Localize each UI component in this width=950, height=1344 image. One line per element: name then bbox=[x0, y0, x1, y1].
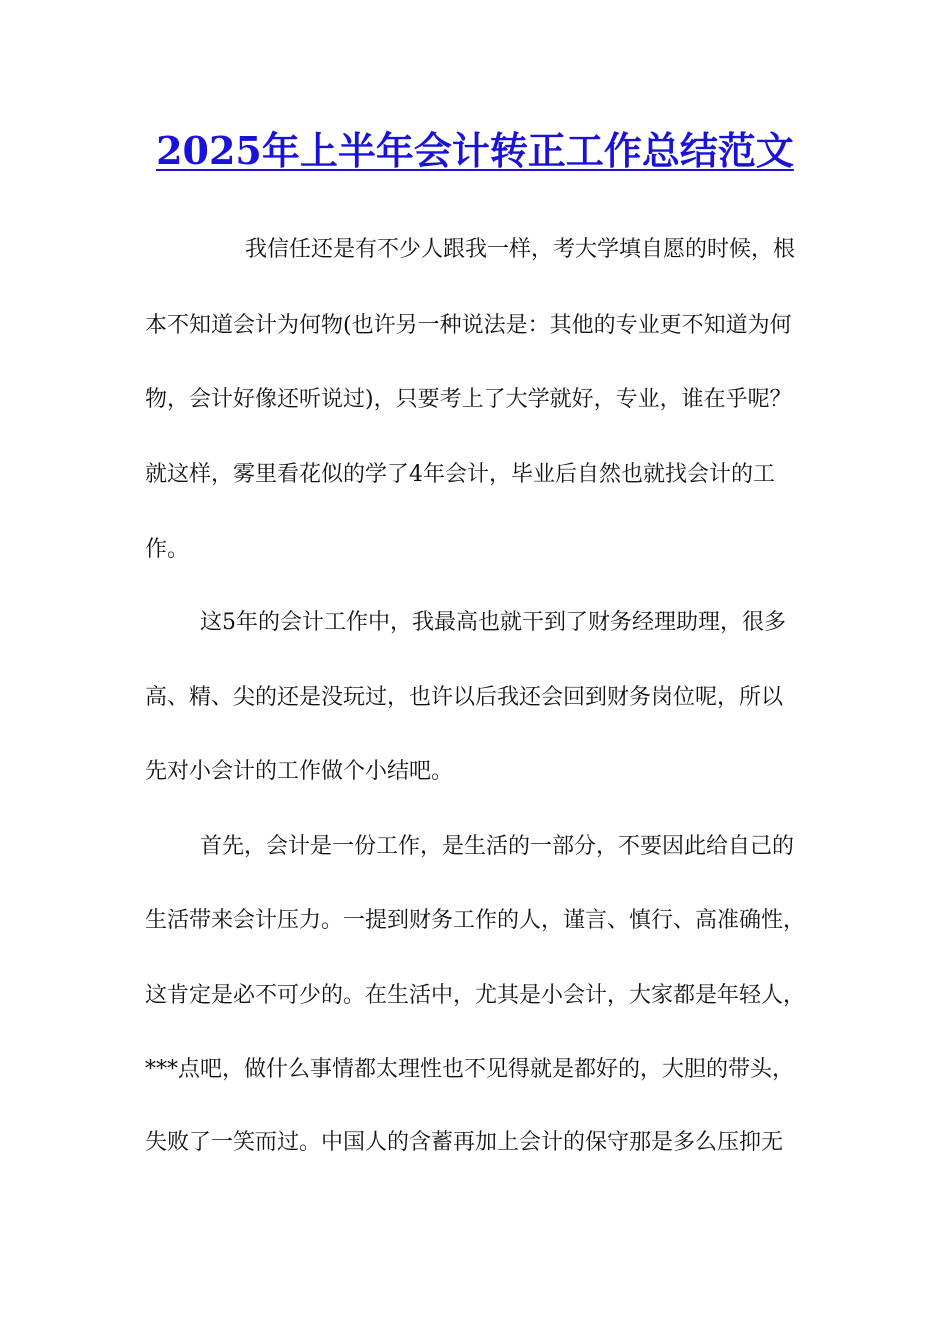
paragraph-line: 失败了一笑而过。中国人的含蓄再加上会计的保守那是多么压抑无 bbox=[145, 1130, 784, 1155]
paragraph-line: 先对小会计的工作做个小结吧。 bbox=[145, 759, 454, 784]
paragraph-line: 高、精、尖的还是没玩过，也许以后我还会回到财务岗位呢，所以 bbox=[145, 685, 784, 710]
paragraph-line: 首先，会计是一份工作，是生活的一部分，不要因此给自己的 bbox=[200, 834, 795, 859]
paragraph-line: 作。 bbox=[145, 537, 190, 562]
paragraph-line: 就这样，雾里看花似的学了4年会计，毕业后自然也就找会计的工 bbox=[145, 462, 775, 487]
paragraph-line: 我信任还是有不少人跟我一样，考大学填自愿的时候，根 bbox=[245, 237, 796, 262]
paragraph-line: 这肯定是必不可少的。在生活中，尤其是小会计，大家都是年轻人， bbox=[145, 983, 806, 1008]
paragraph-line: 物，会计好像还听说过)，只要考上了大学就好，专业，谁在乎呢？ bbox=[145, 387, 792, 412]
paragraph-line: 生活带来会计压力。一提到财务工作的人，谨言、慎行、高准确性， bbox=[145, 908, 806, 933]
paragraph-line: 本不知道会计为何物(也许另一种说法是：其他的专业更不知道为何 bbox=[145, 313, 792, 338]
paragraph-line: ***点吧，做什么事情都太理性也不见得就是都好的，大胆的带头， bbox=[145, 1057, 795, 1082]
document-title-link[interactable]: 2025年上半年会计转正工作总结范文 bbox=[156, 128, 794, 173]
paragraph-line: 这5年的会计工作中，我最高也就干到了财务经理助理，很多 bbox=[200, 610, 786, 635]
